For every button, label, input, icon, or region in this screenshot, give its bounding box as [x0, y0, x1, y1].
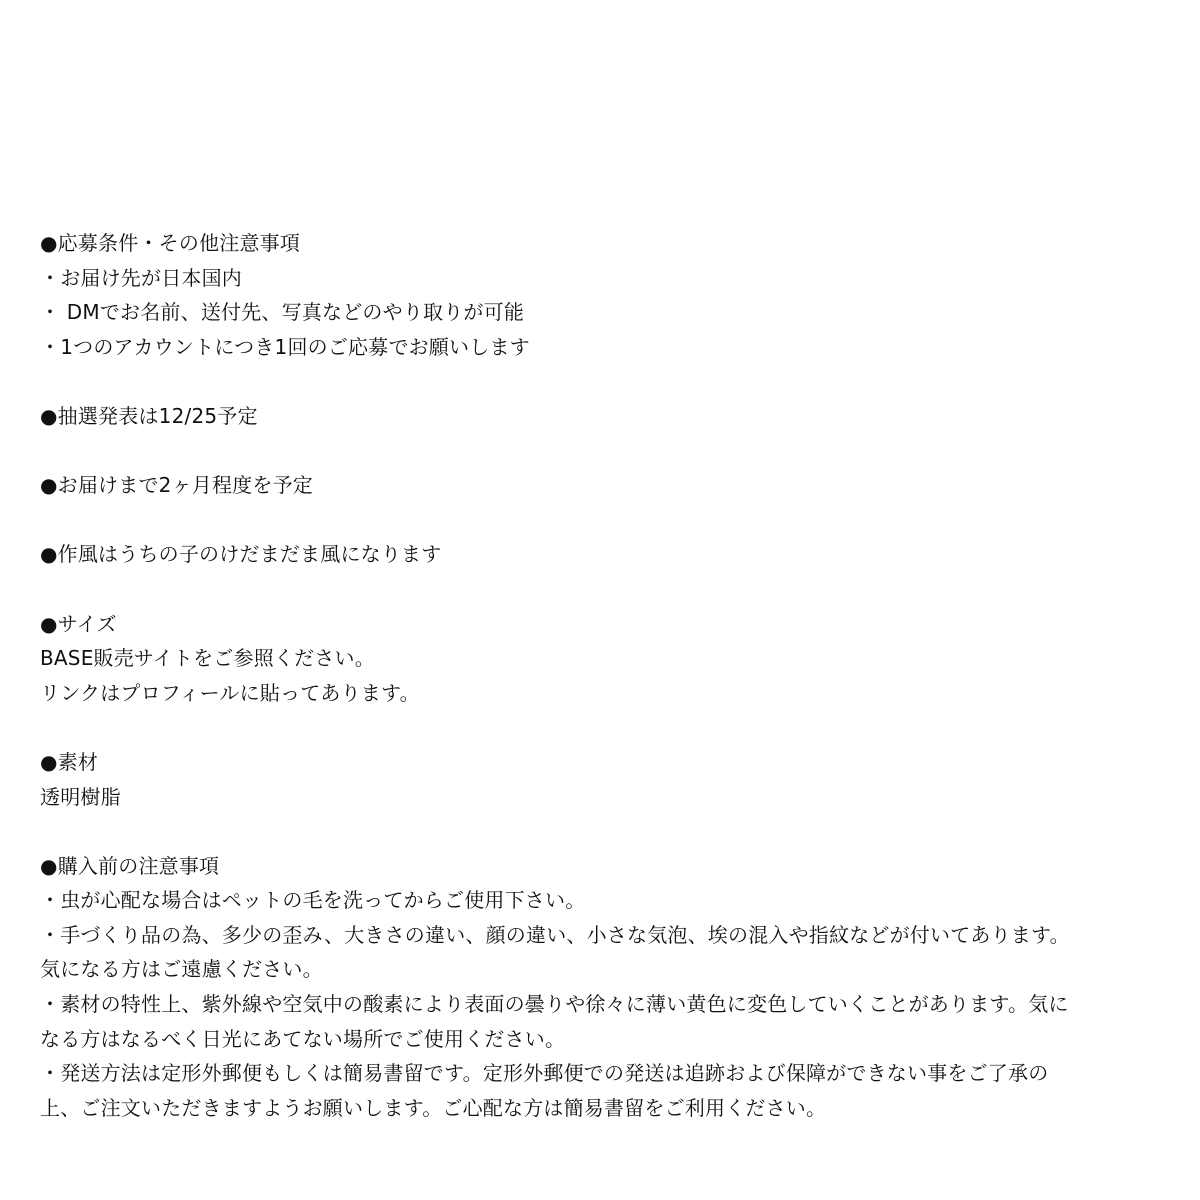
precaution-item: ・虫が心配な場合はペットの毛を洗ってからご使用下さい。	[40, 888, 586, 913]
section-heading-lottery: ●抽選発表は12/25予定	[40, 403, 258, 428]
spacer	[40, 434, 1160, 469]
spacer	[40, 503, 1160, 538]
spacer	[40, 710, 1160, 745]
precaution-item: ・素材の特性上、紫外線や空気中の酸素により表面の曇りや徐々に薄い黄色に変色していくことがあります。気に	[40, 992, 1069, 1017]
section-heading-precautions: ●購入前の注意事項	[40, 853, 220, 878]
condition-item: ・ DMでお名前、送付先、写真などのやり取りが可能	[40, 300, 525, 325]
precaution-item: ・手づくり品の為、多少の歪み、大きさの違い、顔の違い、小さな気泡、埃の混入や指紋などが付いてあります。	[40, 922, 1070, 947]
section-heading-material: ●素材	[40, 749, 99, 774]
condition-item: ・お届け先が日本国内	[40, 265, 242, 290]
precaution-item: ・発送方法は定形外郵便もしくは簡易書留です。定形外郵便での発送は追跡および保障ができない事をご了承の	[40, 1061, 1049, 1086]
spacer	[40, 364, 1160, 399]
spacer	[40, 814, 1160, 849]
size-text: リンクはプロフィールに貼ってあります。	[40, 680, 420, 705]
condition-item: ・1つのアカウントにつき1回のご応募でお願いします	[40, 334, 530, 359]
section-heading-delivery: ●お届けまで2ヶ月程度を予定	[40, 473, 313, 498]
notice-text-block	[40, 226, 1160, 1125]
section-heading-size: ●サイズ	[40, 611, 117, 636]
section-heading-style: ●作風はうちの子のけだまだま風になります	[40, 542, 442, 567]
size-text: BASE販売サイトをご参照ください。	[40, 646, 375, 671]
precaution-item: なる方はなるべく日光にあてない場所でご使用ください。	[40, 1026, 566, 1051]
precaution-item: 上、ご注文いただきますようお願いします。ご心配な方は簡易書留をご利用ください。	[40, 1095, 827, 1120]
material-text: 透明樹脂	[40, 784, 121, 809]
section-heading-conditions: ●応募条件・その他注意事項	[40, 231, 301, 255]
spacer	[40, 572, 1160, 607]
precaution-item: 気になる方はご遠慮ください。	[40, 957, 323, 982]
